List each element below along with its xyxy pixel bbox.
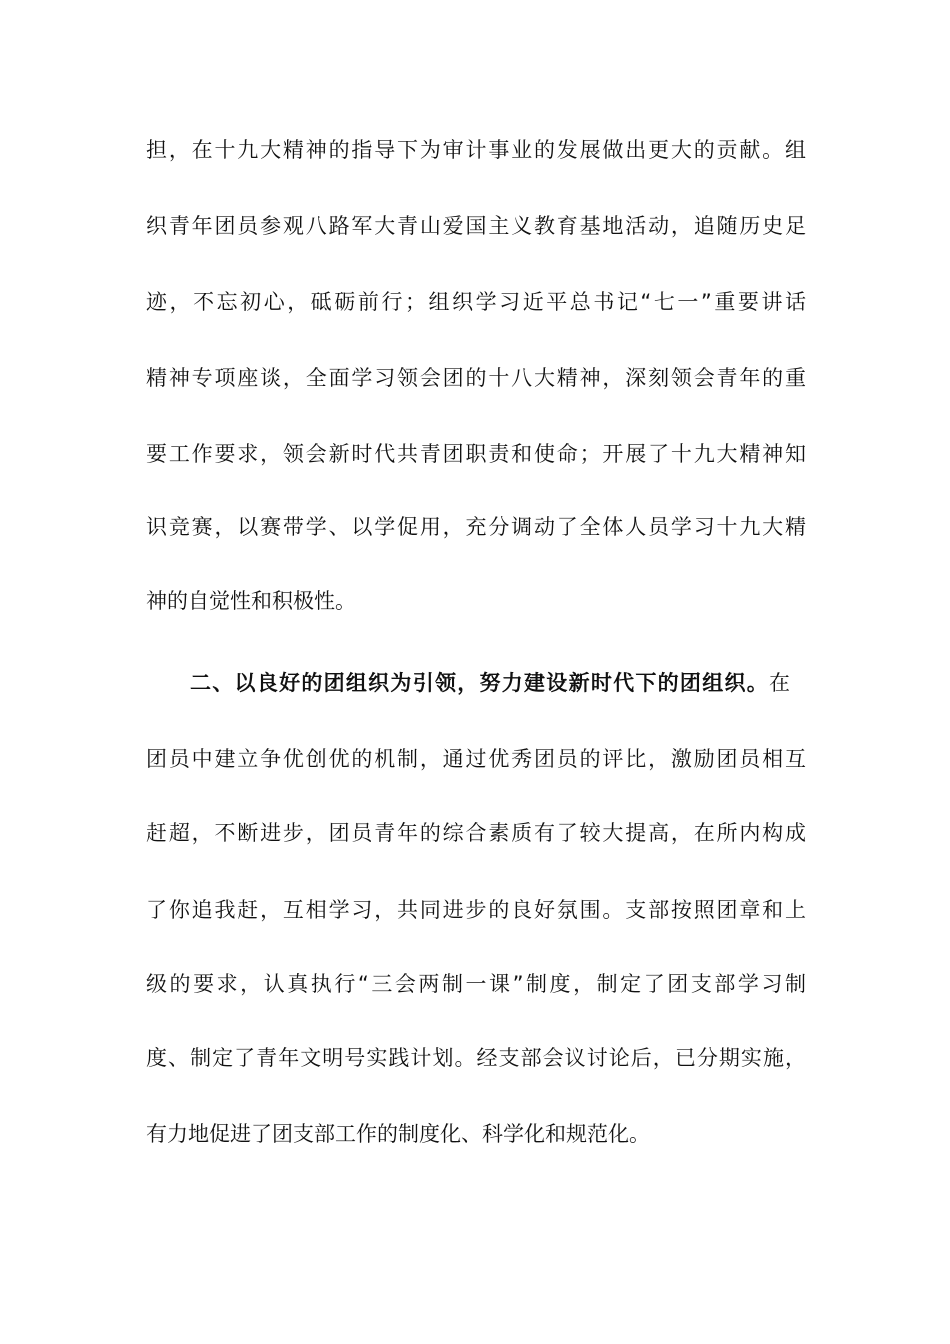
paragraph-1-line-3: 迹，不忘初心，砥砺前行；组织学习近平总书记“七一”重要讲话 bbox=[146, 290, 806, 314]
paragraph-1-line-7: 神的自觉性和积极性。 bbox=[146, 589, 356, 613]
heading-tail-text: 在 bbox=[769, 671, 790, 695]
section-heading: 二、以良好的团组织为引领，努力建设新时代下的团组织。 bbox=[190, 671, 769, 695]
paragraph-2-line-5: 度、制定了青年文明号实践计划。经支部会议讨论后，已分期实施， bbox=[146, 1046, 806, 1070]
paragraph-1-line-6: 识竞赛，以赛带学、以学促用，充分调动了全体人员学习十九大精 bbox=[146, 515, 806, 539]
paragraph-2-line-6: 有力地促进了团支部工作的制度化、科学化和规范化。 bbox=[146, 1122, 650, 1146]
paragraph-1-line-4: 精神专项座谈，全面学习领会团的十八大精神，深刻领会青年的重 bbox=[146, 366, 806, 390]
paragraph-2-line-2: 赶超，不断进步，团员青年的综合素质有了较大提高，在所内构成 bbox=[146, 821, 806, 845]
paragraph-2-line-1: 团员中建立争优创优的机制，通过优秀团员的评比，激励团员相互 bbox=[146, 747, 806, 771]
paragraph-1-line-1: 担，在十九大精神的指导下为审计事业的发展做出更大的贡献。组 bbox=[146, 138, 806, 162]
paragraph-2-line-3: 了你追我赶，互相学习，共同进步的良好氛围。支部按照团章和上 bbox=[146, 898, 806, 922]
paragraph-1-line-5: 要工作要求，领会新时代共青团职责和使命；开展了十九大精神知 bbox=[146, 442, 806, 466]
paragraph-2-line-4: 级的要求，认真执行“三会两制一课”制度，制定了团支部学习制 bbox=[146, 972, 806, 996]
paragraph-1-line-2: 织青年团员参观八路军大青山爱国主义教育基地活动，追随历史足 bbox=[146, 214, 806, 238]
paragraph-2-heading-line bbox=[190, 663, 790, 703]
